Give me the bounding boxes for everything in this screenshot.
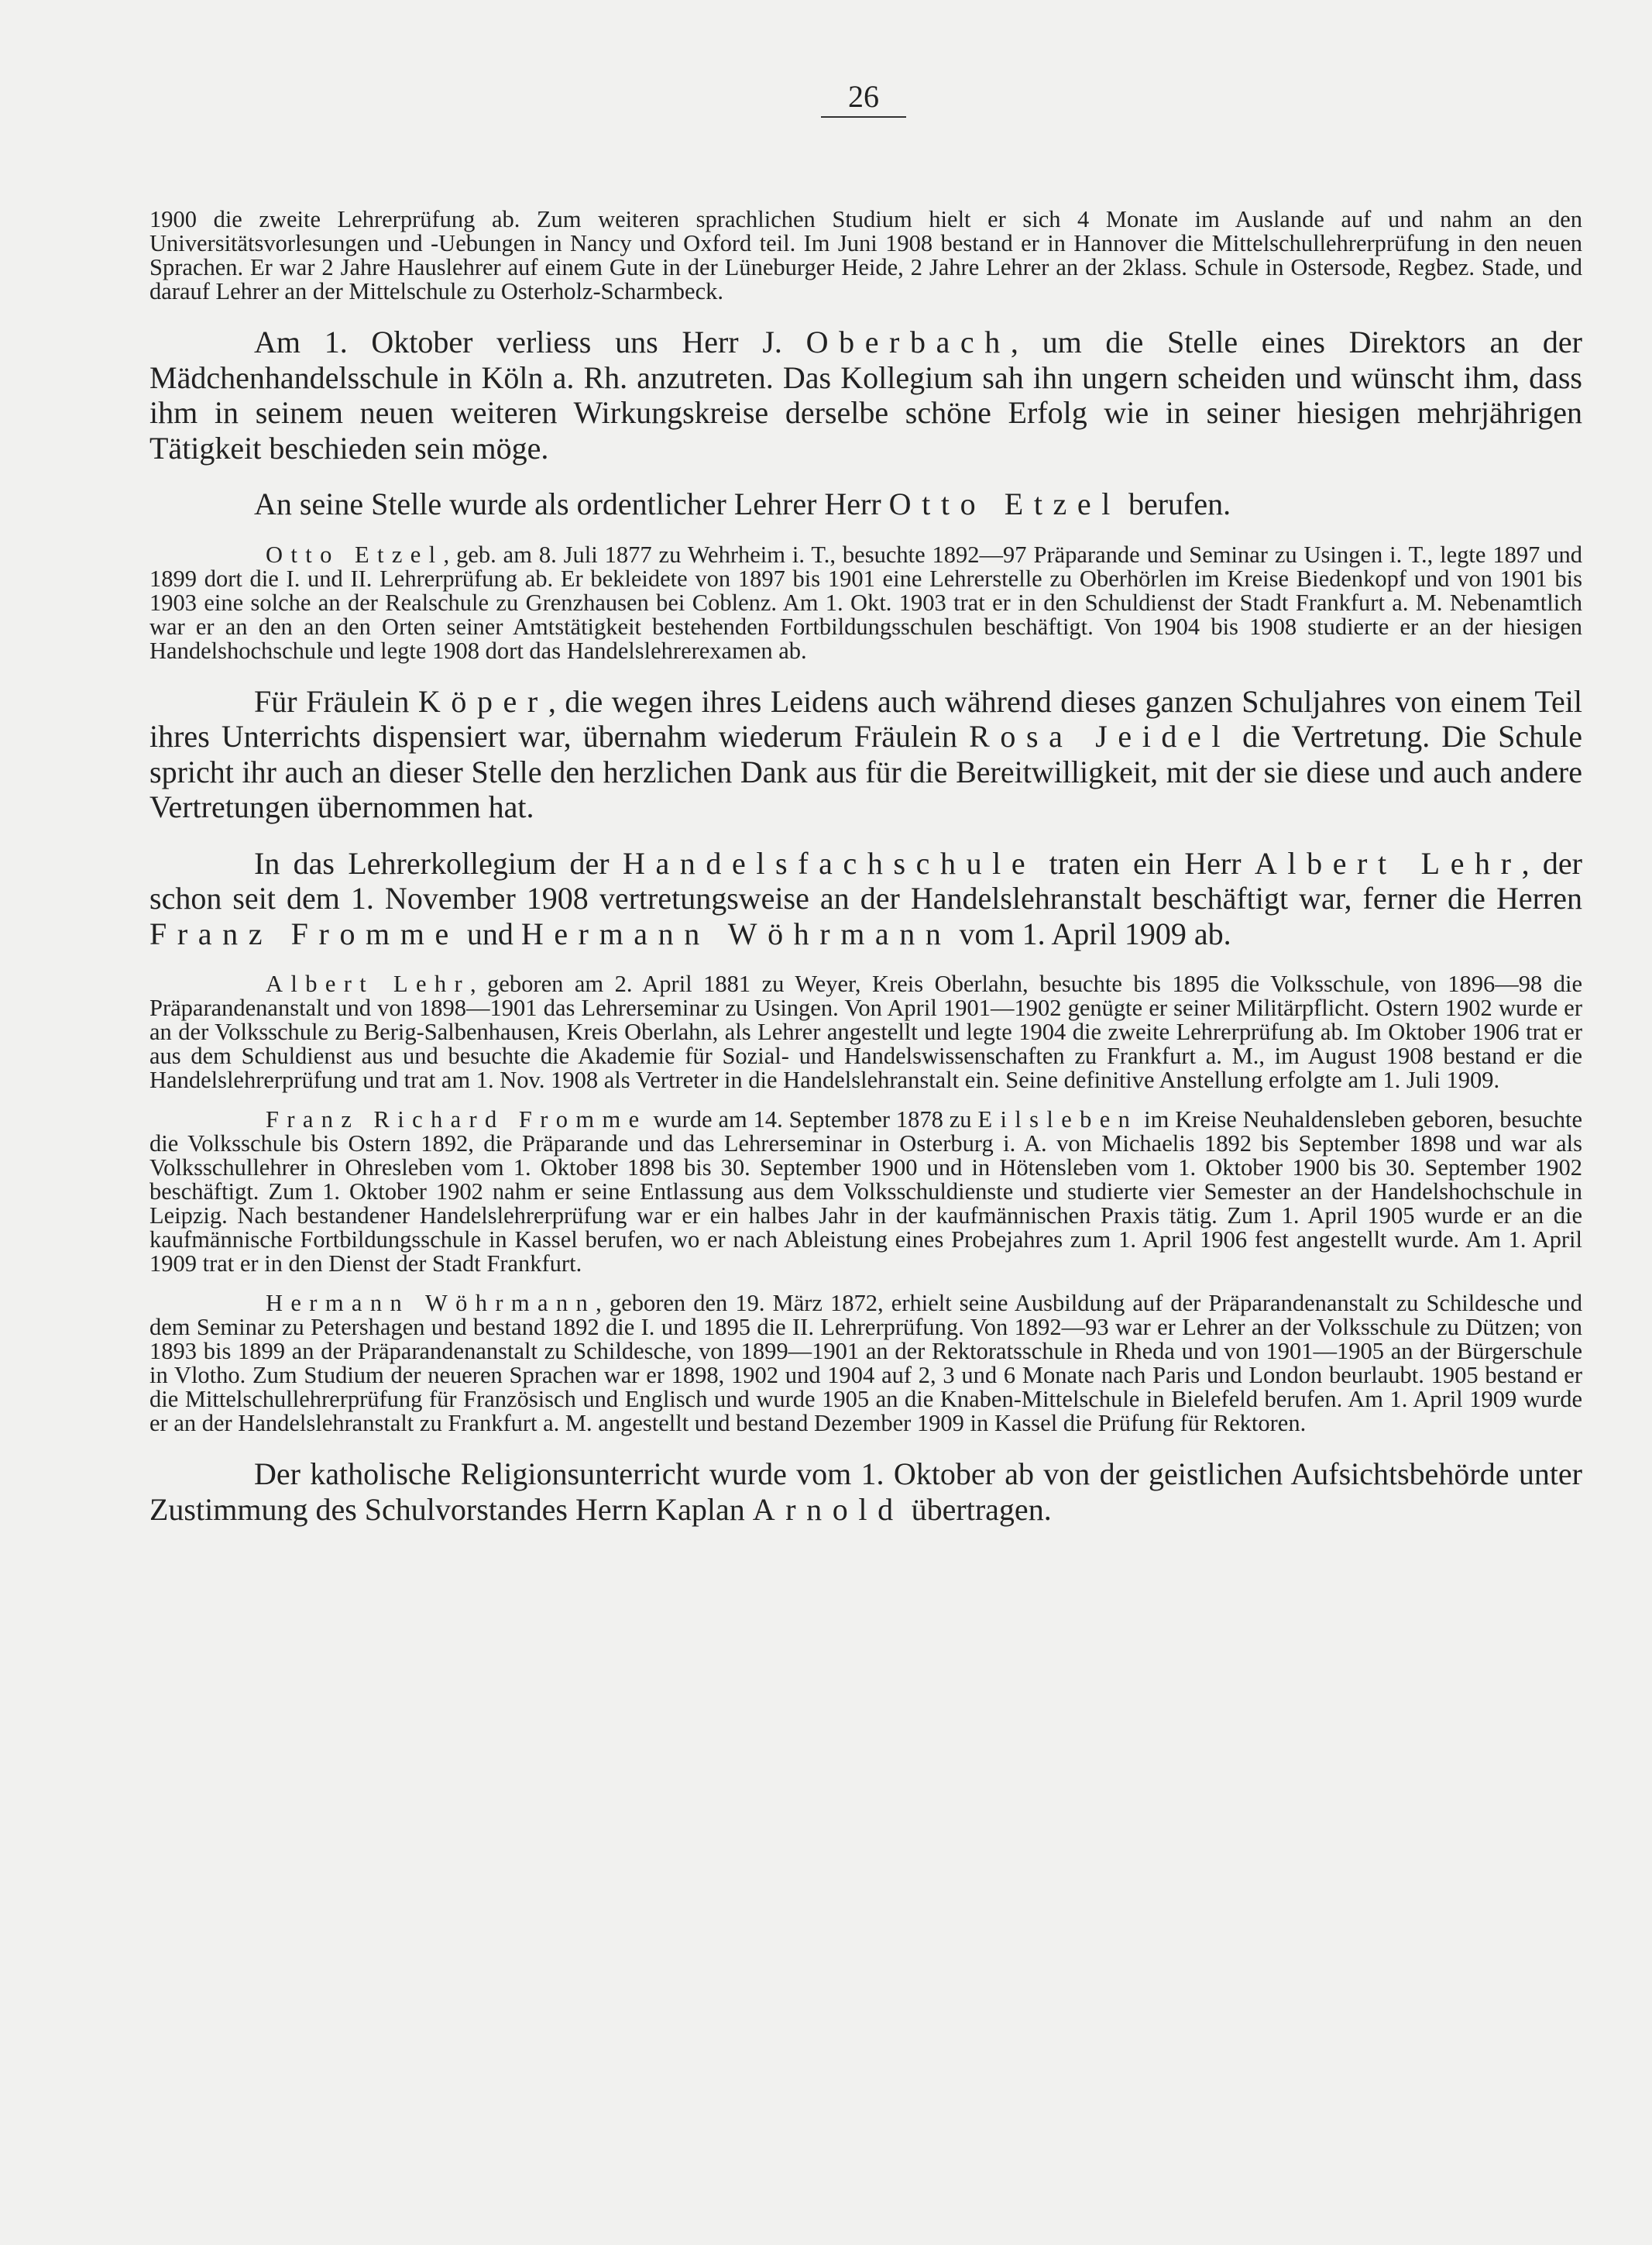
text-segment: die Vertretung. Die Schule spricht ihr auch an dieser Stelle den herzlichen Dank aus für die Bereitwilligkeit, mit der sie diese und auch andere Vertretungen übernommen hat.: [149, 719, 1583, 824]
paragraph: [149, 1456, 1582, 1527]
paragraph: [149, 684, 1582, 825]
spaced-name: Handelsfachschule: [622, 845, 1036, 881]
text-segment: Der katholische Religionsunterricht wurde vom 1. Oktober ab von der geistlichen Aufsichtsbehörde unter Zustimmung des Schulvorstandes Herrn Kaplan: [149, 1456, 1582, 1527]
spaced-name: Hermann Wöhrmann: [266, 1290, 596, 1316]
text-segment: traten ein Herr: [1036, 845, 1255, 881]
spaced-name: Albert Lehr: [1254, 845, 1522, 881]
paragraph: [149, 208, 1582, 304]
spaced-name: Oberbach: [805, 325, 1011, 359]
spaced-name: Köper: [417, 683, 548, 719]
text-segment: im Kreise Neuhaldensleben geboren, besuchte die Volksschule bis Ostern 1892, die Präparande und das Lehrerseminar in Osterburg i. A. von Michaelis 1892 bis September 1898 und war als Volksschullehrer in Ohresleben vom 1. Oktober 1898 bis 30. September 1900 und in Hötensleben vom 1. Oktober 1900 bis 30. September 1902 beschäftigt. Zum 1. Oktober 1902 nahm er seine Entlassung aus dem Volksschuldienste und studierte vier Semester an der Handelshochschule in Leipzig. Nach bestandener Handelslehrerprüfung war er ein halbes Jahr in der kaufmännischen Praxis tätig. Zum 1. April 1905 wurde er an die kaufmännische Fortbildungsschule in Kassel berufen, wo er nach Ableistung eines Probejahres zum 1. April 1906 fest angestellt wurde. Am 1. April 1909 trat er in den Dienst der Stadt Frankfurt.: [149, 1106, 1583, 1277]
paragraph: [149, 486, 1582, 522]
text-segment: , um die Stelle eines Direktors an der Mädchenhandelsschule in Köln a. Rh. anzutreten. Das Kollegium sah ihn ungern scheiden und wünscht ihm, dass ihm in seinem neuen weiteren Wirkungskreise derselbe schöne Erfolg wie in seiner hiesigen mehrjährigen Tätigkeit beschieden sein möge.: [149, 325, 1582, 466]
spaced-name: Franz Fromme: [149, 916, 459, 951]
text-segment: berufen.: [1120, 486, 1231, 521]
text-segment: , geb. am 8. Juli 1877 zu Wehrheim i. T., besuchte 1892—97 Präparande und Seminar zu Usingen i. T., legte 1897 und 1899 dort die I. und II. Lehrerprüfung ab. Er bekleidete von 1897 bis 1901 eine Lehrerstelle zu Oberhörlen im Kreise Biedenkopf und von 1901 bis 1903 eine solche an der Realschule zu Grenzhausen bei Coblenz. Am 1. Okt. 1903 trat er in den Schuldienst der Stadt Frankfurt a. M. Nebenamtlich war er an den an den Orten seiner Amtstätigkeit bestehenden Fortbildungsschulen beschäftigt. Von 1904 bis 1908 studierte er an der hiesigen Handelshochschule und legte 1908 dort das Handelslehrerexamen ab.: [149, 541, 1583, 664]
text-segment: , geboren den 19. März 1872, erhielt seine Ausbildung auf der Präparandenanstalt zu Schildesche und dem Seminar zu Petershagen und bestand 1892 die I. und 1895 die II. Lehrerprüfung. Von 1892—93 war er Lehrer an der Volksschule zu Dützen; von 1893 bis 1899 an der Präparandenanstalt zu Schildesche, von 1899—1901 an der Rektoratsschule in Rheda und von 1901—1905 an der Bürgerschule in Vlotho. Zum Studium der neueren Sprachen war er 1898, 1902 und 1904 auf 2, 3 und 6 Monate nach Paris und London beurlaubt. 1905 bestand er die Mittelschullehrerprüfung für Französisch und Englisch und wurde 1905 an die Knaben-Mittelschule in Bielefeld berufen. Am 1. April 1909 wurde er an der Handelslehranstalt zu Frankfurt a. M. angestellt und bestand Dezember 1909 in Kassel die Prüfung für Rektoren.: [149, 1290, 1583, 1436]
paragraph: [149, 846, 1582, 952]
paragraph: [149, 325, 1582, 466]
spaced-name: Otto Etzel: [888, 486, 1121, 521]
text-segment: , die wegen ihres Leidens auch während dieses ganzen Schuljahres von einem Teil ihres Unterrichts dispensiert war, übernahm wiederum Fräulein: [149, 683, 1582, 754]
page-number: 26: [821, 77, 906, 118]
text-segment: übertragen.: [903, 1491, 1052, 1527]
text-segment: Für Fräulein: [254, 683, 418, 719]
spaced-name: Franz Richard Fromme: [266, 1106, 647, 1133]
text-segment: , geboren am 2. April 1881 zu Weyer, Kreis Oberlahn, besuchte bis 1895 die Volksschule, von 1896—98 die Präparandenanstalt und von 1898—1901 das Lehrerseminar zu Usingen. Von April 1901—1902 genügte er seiner Militärpflicht. Ostern 1902 wurde er an der Volksschule zu Berig-Salbenhausen, Kreis Oberlahn, als Lehrer angestellt und legte 1904 die zweite Lehrerprüfung ab. Im Oktober 1906 trat er aus dem Schuldienst aus und besuchte die Akademie für Sozial- und Handelswissenschaften zu Frankfurt a. M., im August 1908 bestand er die Handelslehrerprüfung und trat am 1. Nov. 1908 als Vertreter in die Handelslehranstalt ein. Seine definitive Anstellung erfolgte am 1. Juli 1909.: [149, 971, 1582, 1093]
text-segment: wurde am 14. September 1878 zu: [647, 1106, 978, 1133]
spaced-name: Albert Lehr: [266, 971, 471, 997]
paragraph: [149, 1291, 1582, 1435]
paragraph: [149, 1108, 1582, 1276]
text-segment: In das Lehrerkollegium der: [254, 845, 623, 881]
text-segment: 1900 die zweite Lehrerprüfung ab. Zum weiteren sprachlichen Studium hielt er sich 4 Monate im Auslande auf und nahm an den Universitätsvorlesungen und -Uebungen in Nancy und Oxford teil. Im Juni 1908 bestand er in Hannover die Mittelschullehrerprüfung in den neuen Sprachen. Er war 2 Jahre Hauslehrer auf einem Gute in der Lüneburger Heide, 2 Jahre Lehrer an der 2klass. Schule in Ostersode, Regbez. Stade, und darauf Lehrer an der Mittelschule zu Osterholz-Scharmbeck.: [149, 206, 1582, 304]
spaced-name: Eilsleben: [977, 1106, 1139, 1133]
body-text: [149, 208, 1582, 1527]
text-segment: Am 1. Oktober verliess uns Herr J.: [254, 325, 806, 359]
spaced-name: Rosa Jeidel: [969, 719, 1231, 754]
paragraph: [149, 972, 1582, 1092]
spaced-name: Hermann Wöhrmann: [520, 916, 952, 951]
text-segment: , der schon seit dem 1. November 1908 vertretungsweise an der Handelslehranstalt beschäftigt war, ferner die Herren: [149, 845, 1582, 916]
spaced-name: Otto Etzel: [266, 541, 444, 568]
text-segment: und: [459, 916, 521, 951]
text-segment: vom 1. April 1909 ab.: [951, 916, 1231, 951]
text-segment: An seine Stelle wurde als ordentlicher Lehrer Herr: [254, 486, 889, 521]
paragraph: [149, 543, 1582, 663]
spaced-name: Arnold: [752, 1491, 904, 1527]
